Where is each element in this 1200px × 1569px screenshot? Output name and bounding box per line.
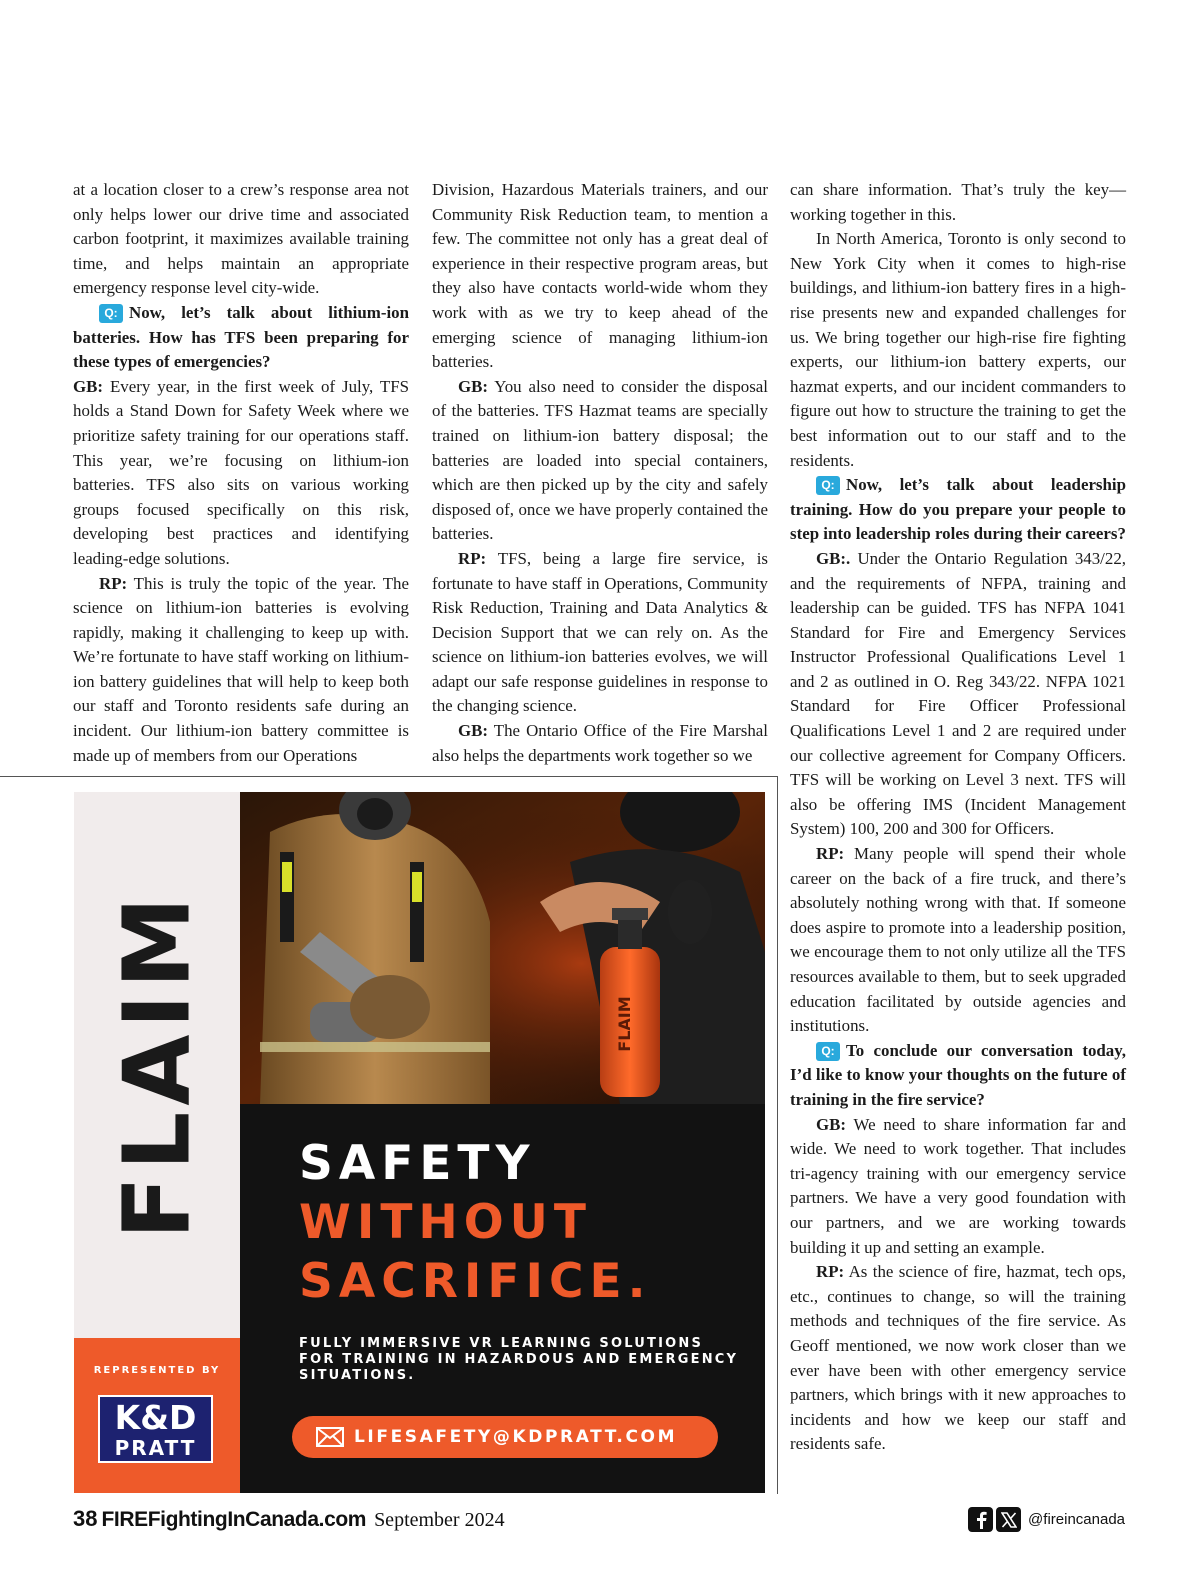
paragraph: can share information. That’s truly the key—working together in this. bbox=[790, 180, 1126, 224]
answer bbox=[790, 842, 1126, 1039]
answer-text: We need to share information far and wide. We need to work together. That includes tri-agency training with our emergency service partners. We have a very good foundation with our partners, and we are working towards building it up and setting an example. bbox=[790, 1114, 1126, 1257]
x-twitter-icon[interactable] bbox=[996, 1507, 1021, 1532]
headline-line: SACRIFICE. bbox=[299, 1254, 652, 1309]
answer-text: Every year, in the first week of July, TFS holds a Stand Down for Safety Week where we prioritize safety training for our operations staff. This year, we’re focusing on lithium-ion batteries. TFS also sits on various working groups focused specifically on this risk, developing best practices and identifying leading-edge solutions. bbox=[73, 376, 409, 568]
speaker-label: RP: bbox=[99, 573, 128, 593]
site-name: FIREFightingInCanada.com bbox=[101, 1508, 367, 1531]
answer bbox=[432, 547, 768, 719]
answer bbox=[73, 375, 409, 572]
question-icon: Q: bbox=[99, 304, 123, 323]
speaker-label: GB: bbox=[458, 376, 489, 396]
ad-partner-panel bbox=[74, 1338, 240, 1493]
flaim-logo: FLAIM bbox=[103, 890, 211, 1240]
ad-divider bbox=[777, 776, 778, 1494]
article-column-1 bbox=[73, 178, 409, 768]
answer bbox=[790, 1260, 1126, 1457]
ad-subline bbox=[299, 1336, 749, 1384]
answer-text: As the science of fire, hazmat, tech ops, etc., continues to change, so will the training methods and techniques of the fire service. As Geoff mentioned, we now work closer than we ever have been with other emergency service partners, which brings with it new approaches to incidents and how we keep our staff and residents safe. bbox=[790, 1262, 1126, 1454]
question bbox=[790, 473, 1126, 547]
email-address: LIFESAFETY@KDPRATT.COM bbox=[354, 1427, 678, 1447]
question-text: To conclude our conversation today, I’d like to know your thoughts on the future of training in the fire service? bbox=[790, 1040, 1126, 1109]
subline-line: SITUATIONS. bbox=[299, 1368, 416, 1383]
ad-divider bbox=[0, 776, 778, 777]
kd-logo-top: K&D bbox=[114, 1398, 197, 1437]
answer bbox=[432, 719, 768, 768]
answer bbox=[790, 1113, 1126, 1261]
answer-text: Under the Ontario Regulation 343/22, and the requirements of NFPA, training and leadership can be guided. TFS has NFPA 1041 Standard for Fire and Emergency Services Instructor Professional Qualifications Level 1 and 2 as outlined in O. Reg 343/22. NFPA 1021 Standard for Fire Officer Professional Qualifications Level 1 and 2 are required under our collective agreement for Company Officers. TFS will be working on Level 3 next. TFS will also be offering IMS (Incident Management System) 100, 200 and 300 for Officers. bbox=[790, 548, 1126, 839]
issue-date: September 2024 bbox=[374, 1509, 505, 1531]
social-links bbox=[968, 1507, 1125, 1532]
facebook-icon[interactable] bbox=[968, 1507, 993, 1532]
page-footer bbox=[73, 1505, 505, 1536]
subline-line: FOR TRAINING IN HAZARDOUS AND EMERGENCY bbox=[299, 1352, 739, 1367]
speaker-label: RP: bbox=[458, 548, 487, 568]
headline-line: WITHOUT bbox=[299, 1195, 592, 1250]
question-text: Now, let’s talk about leadership training. How do you prepare your people to step into leadership roles during their careers? bbox=[790, 475, 1126, 544]
answer bbox=[73, 572, 409, 769]
subline-line: FULLY IMMERSIVE VR LEARNING SOLUTIONS bbox=[299, 1336, 704, 1351]
question bbox=[73, 301, 409, 375]
question-text: Now, let’s talk about lithium-ion batteries. How has TFS been preparing for these types of emergencies? bbox=[73, 302, 409, 372]
ad-headline bbox=[299, 1134, 651, 1311]
cylinder-brand: FLAIM bbox=[615, 996, 634, 1052]
kd-pratt-logo bbox=[98, 1395, 213, 1463]
question bbox=[790, 1039, 1126, 1113]
article-column-3 bbox=[790, 178, 1126, 1457]
answer-text: You also need to consider the disposal of the batteries. TFS Hazmat teams are specially trained on lithium-ion battery disposal; the batteries are loaded into special containers, which are then picked up by the city and safely disposed of, once we have properly contained the batteries. bbox=[432, 376, 768, 544]
speaker-label: GB:. bbox=[816, 548, 851, 568]
social-handle[interactable]: @fireincanada bbox=[1028, 1511, 1125, 1528]
firefighter-photo bbox=[240, 792, 765, 1104]
represented-by-label: REPRESENTED BY bbox=[93, 1365, 221, 1376]
answer bbox=[432, 375, 768, 547]
email-button[interactable] bbox=[292, 1416, 718, 1458]
page-number: 38 bbox=[73, 1506, 98, 1531]
speaker-label: RP: bbox=[816, 1262, 845, 1282]
answer-text: TFS, being a large fire service, is fortunate to have staff in Operations, Community Risk Reduction, Training and Data Analytics & Decision Support that we can rely on. As the science on lithium-ion batteries evolves, we will adapt our safe response guidelines in response to the changing science. bbox=[432, 548, 768, 716]
speaker-label: GB: bbox=[458, 721, 489, 741]
answer-text: Many people will spend their whole career on the back of a fire truck, and there’s absolutely nothing wrong with that. If someone does aspire to promote into a leadership position, we encourage them to not only utilize all the TFS resources available to them, but to seek upgraded education facilitated by outside agencies and institutions. bbox=[790, 844, 1126, 1036]
answer-text: This is truly the topic of the year. The science on lithium-ion batteries is evolving rapidly, making it challenging to keep up with. We’re fortunate to have staff working on lithium-ion battery guidelines that will help to keep both our staff and Toronto residents safe during an incident. Our lithium-ion battery committee is made up of members from our Operations bbox=[73, 573, 409, 765]
question-icon: Q: bbox=[816, 476, 840, 495]
speaker-label: GB: bbox=[816, 1114, 847, 1134]
speaker-label: RP: bbox=[816, 844, 845, 864]
ad-logo-panel bbox=[74, 792, 240, 1338]
question-icon: Q: bbox=[816, 1042, 840, 1061]
advertisement[interactable] bbox=[74, 792, 765, 1493]
answer bbox=[790, 547, 1126, 842]
answer-text: The Ontario Office of the Fire Marshal also helps the departments work together so we bbox=[432, 721, 768, 765]
mail-icon bbox=[316, 1427, 344, 1447]
headline-line: SAFETY bbox=[299, 1136, 536, 1191]
paragraph: In North America, Toronto is only second to New York City when it comes to high-rise buildings, and lithium-ion battery fires in a high-rise presents new and expanded challenges for us. We bring together our high-rise fire fighting experts, our lithium-ion battery experts, our hazmat experts, and our incident commanders to figure out how to structure the training to get the best information out to our staff and to the residents. bbox=[790, 229, 1126, 470]
speaker-label: GB: bbox=[73, 376, 104, 396]
paragraph: at a location closer to a crew’s response area not only helps lower our drive time and associated carbon footprint, it maximizes available training time, and helps maintain an appropriate emergency response level city-wide. bbox=[73, 180, 409, 298]
kd-logo-bottom: PRATT bbox=[114, 1436, 197, 1460]
article-column-2 bbox=[432, 178, 768, 768]
paragraph: Division, Hazardous Materials trainers, and our Community Risk Reduction team, to mention a few. The committee not only has a great deal of experience in their respective program areas, but they also have contacts world-wide whom they work with as we try to keep ahead of the emerging science of managing lithium-ion batteries. bbox=[432, 180, 768, 372]
